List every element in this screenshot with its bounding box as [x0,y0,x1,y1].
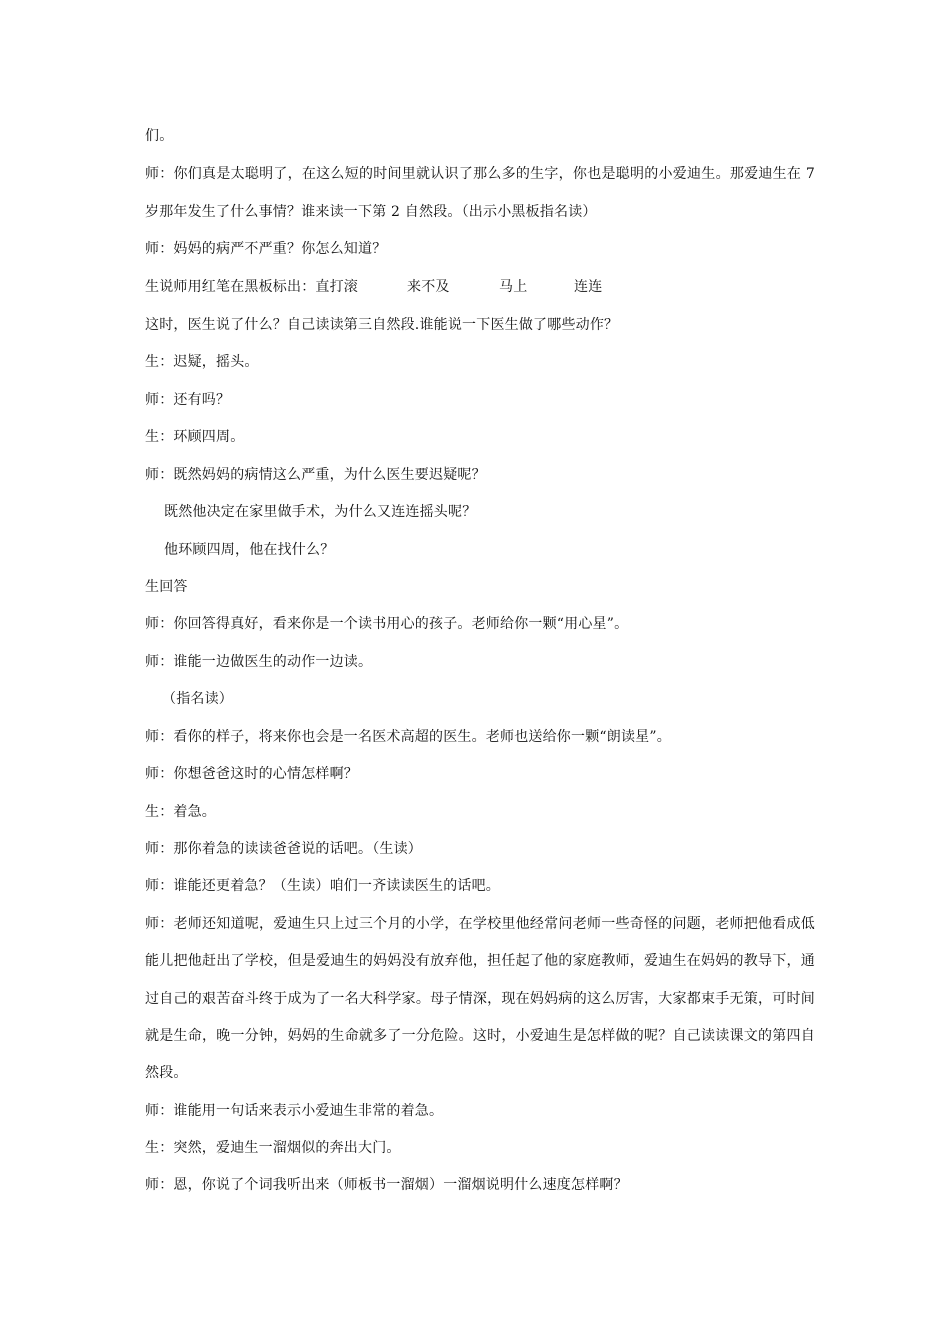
paragraph-line: 师：老师还知道呢，爱迪生只上过三个月的小学，在学校里他经常问老师一些奇怪的问题，老师把他看成低 [145,916,815,932]
paragraph-line: 师：那你着急的读读爸爸说的话吧。（生读） [145,841,422,857]
paragraph-line: 师：谁能还更着急？（生读）咱们一齐读读医生的话吧。 [145,878,500,894]
paragraph-line: 们。 [145,128,174,144]
paragraph-line: 能儿把他赶出了学校，但是爱迪生的妈妈没有放弃他，担任起了他的家庭教师，爱迪生在妈妈的教导下，通 [145,953,815,969]
paragraph-line: 过自己的艰苦奋斗终于成为了一名大科学家。母子情深，现在妈妈病的这么厉害，大家都束手无策，可时间 [145,991,815,1007]
paragraph-line: 就是生命，晚一分钟，妈妈的生命就多了一分危险。这时，小爱迪生是怎样做的呢？自己读读课文的第四自 [145,1028,815,1044]
blackboard-keyword: 连连 [574,279,603,295]
paragraph-line: 生：着急。 [145,804,216,820]
paragraph-line: 师：恩，你说了个词我听出来（师板书一溜烟）一溜烟说明什么速度怎样啊？ [145,1177,628,1193]
blackboard-keyword: 马上 [499,279,528,295]
paragraph-line: 师：既然妈妈的病情这么严重，为什么医生要迟疑呢？ [145,467,486,483]
paragraph-line: 师：妈妈的病严不严重？你怎么知道？ [145,241,387,257]
paragraph-line: 生回答 [145,579,188,595]
paragraph-line: 师：谁能一边做医生的动作一边读。 [145,654,373,670]
paragraph-line: 既然他决定在家里做手术，为什么又连连摇头呢？ [164,504,477,520]
paragraph-line: 师：看你的样子，将来你也会是一名医术高超的医生。老师也送给你一颗“朗读星”。 [145,729,671,745]
paragraph-line: 师：你们真是太聪明了，在这么短的时间里就认识了那么多的生字，你也是聪明的小爱迪生。那爱迪生在 7 [145,166,815,182]
paragraph-line: （指名读） [162,691,233,707]
paragraph-line: 生：突然，爱迪生一溜烟似的奔出大门。 [145,1140,401,1156]
paragraph-line: 师：还有吗？ [145,392,231,408]
paragraph-line: 师：谁能用一句话来表示小爱迪生非常的着急。 [145,1103,444,1119]
blackboard-prefix: 生说师用红笔在黑板标出：直打滚 [145,279,358,295]
paragraph-line: 生：迟疑，摇头。 [145,354,259,370]
paragraph-line: 岁那年发生了什么事情？谁来读一下第 2 自然段。（出示小黑板指名读） [145,204,597,220]
paragraph-line: 他环顾四周，他在找什么？ [164,542,335,558]
paragraph-line: 生：环顾四周。 [145,429,245,445]
paragraph-line: 师：你回答得真好，看来你是一个读书用心的孩子。老师给你一颗“用心星”。 [145,616,629,632]
paragraph-line: 这时，医生说了什么？自己读读第三自然段.谁能说一下医生做了哪些动作？ [145,317,619,333]
paragraph-line: 然段。 [145,1065,188,1081]
blackboard-keyword: 来不及 [407,279,450,295]
paragraph-line: 师：你想爸爸这时的心情怎样啊？ [145,766,358,782]
